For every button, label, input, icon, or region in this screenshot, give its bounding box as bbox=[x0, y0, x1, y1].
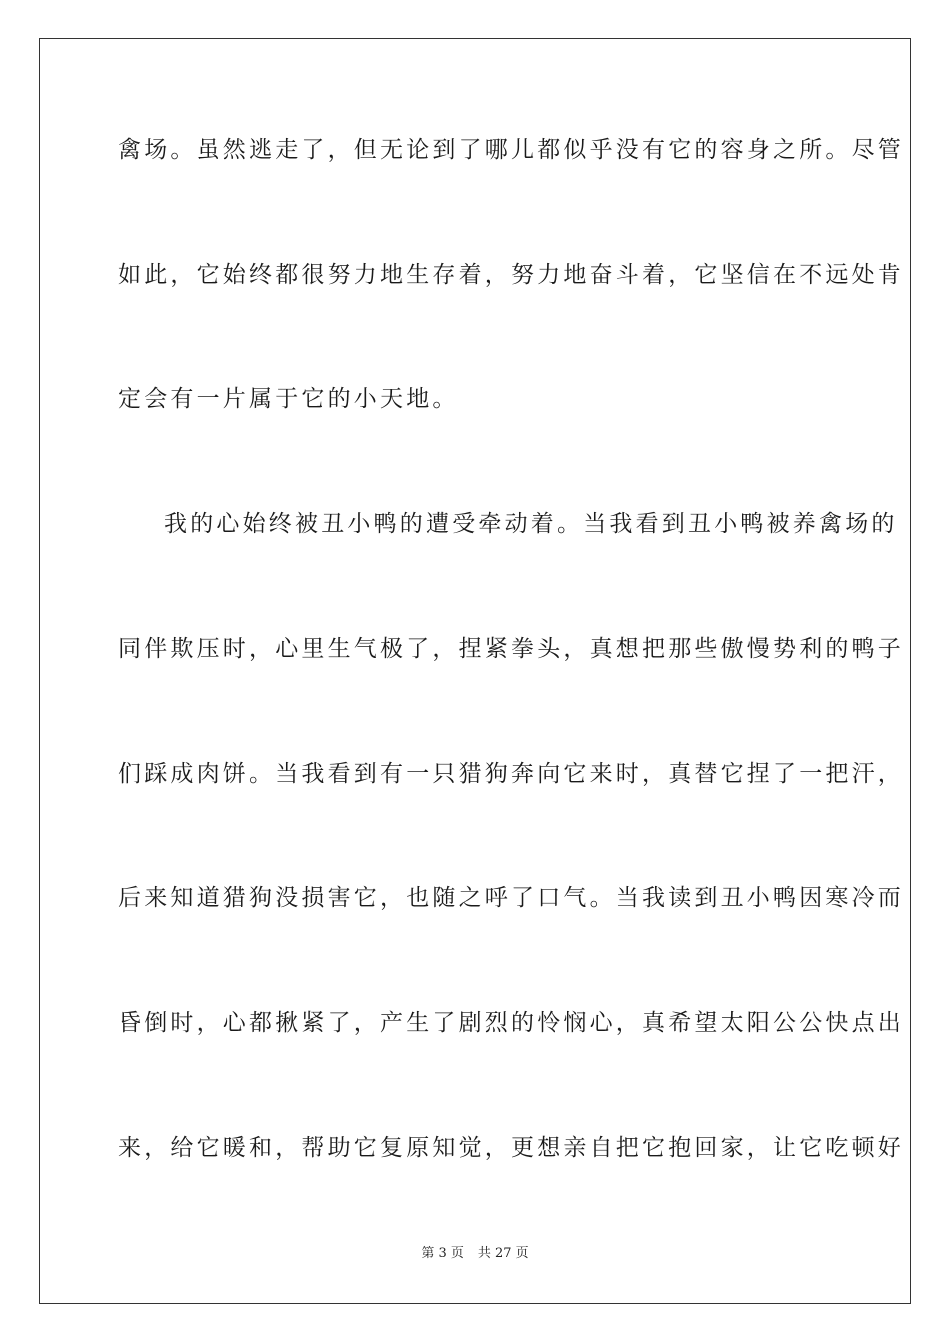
text-line: 们踩成肉饼。当我看到有一只猎狗奔向它来时，真替它捏了一把汗， bbox=[118, 761, 904, 787]
page-total: 共 27 页 bbox=[477, 1246, 529, 1261]
text-line: 同伴欺压时，心里生气极了，捏紧拳头，真想把那些傲慢势利的鸭子 bbox=[118, 636, 904, 662]
paragraph-first-line: 我的心始终被丑小鸭的遭受牵动着。当我看到丑小鸭被养禽场的 bbox=[164, 511, 898, 537]
page-footer bbox=[0, 1244, 950, 1264]
text-line: 来，给它暖和，帮助它复原知觉，更想亲自把它抱回家，让它吃顿好 bbox=[118, 1135, 904, 1161]
text-line: 昏倒时，心都揪紧了，产生了剧烈的怜悯心，真希望太阳公公快点出 bbox=[118, 1010, 904, 1036]
page-frame bbox=[39, 38, 911, 1304]
text-line: 后来知道猎狗没损害它，也随之呼了口气。当我读到丑小鸭因寒冷而 bbox=[118, 885, 904, 911]
page-number: 第 3 页 bbox=[421, 1246, 464, 1261]
text-line: 禽场。虽然逃走了，但无论到了哪儿都似乎没有它的容身之所。尽管 bbox=[118, 137, 904, 163]
text-line: 如此，它始终都很努力地生存着，努力地奋斗着，它坚信在不远处肯 bbox=[118, 262, 904, 288]
text-line: 定会有一片属于它的小天地。 bbox=[118, 386, 459, 412]
